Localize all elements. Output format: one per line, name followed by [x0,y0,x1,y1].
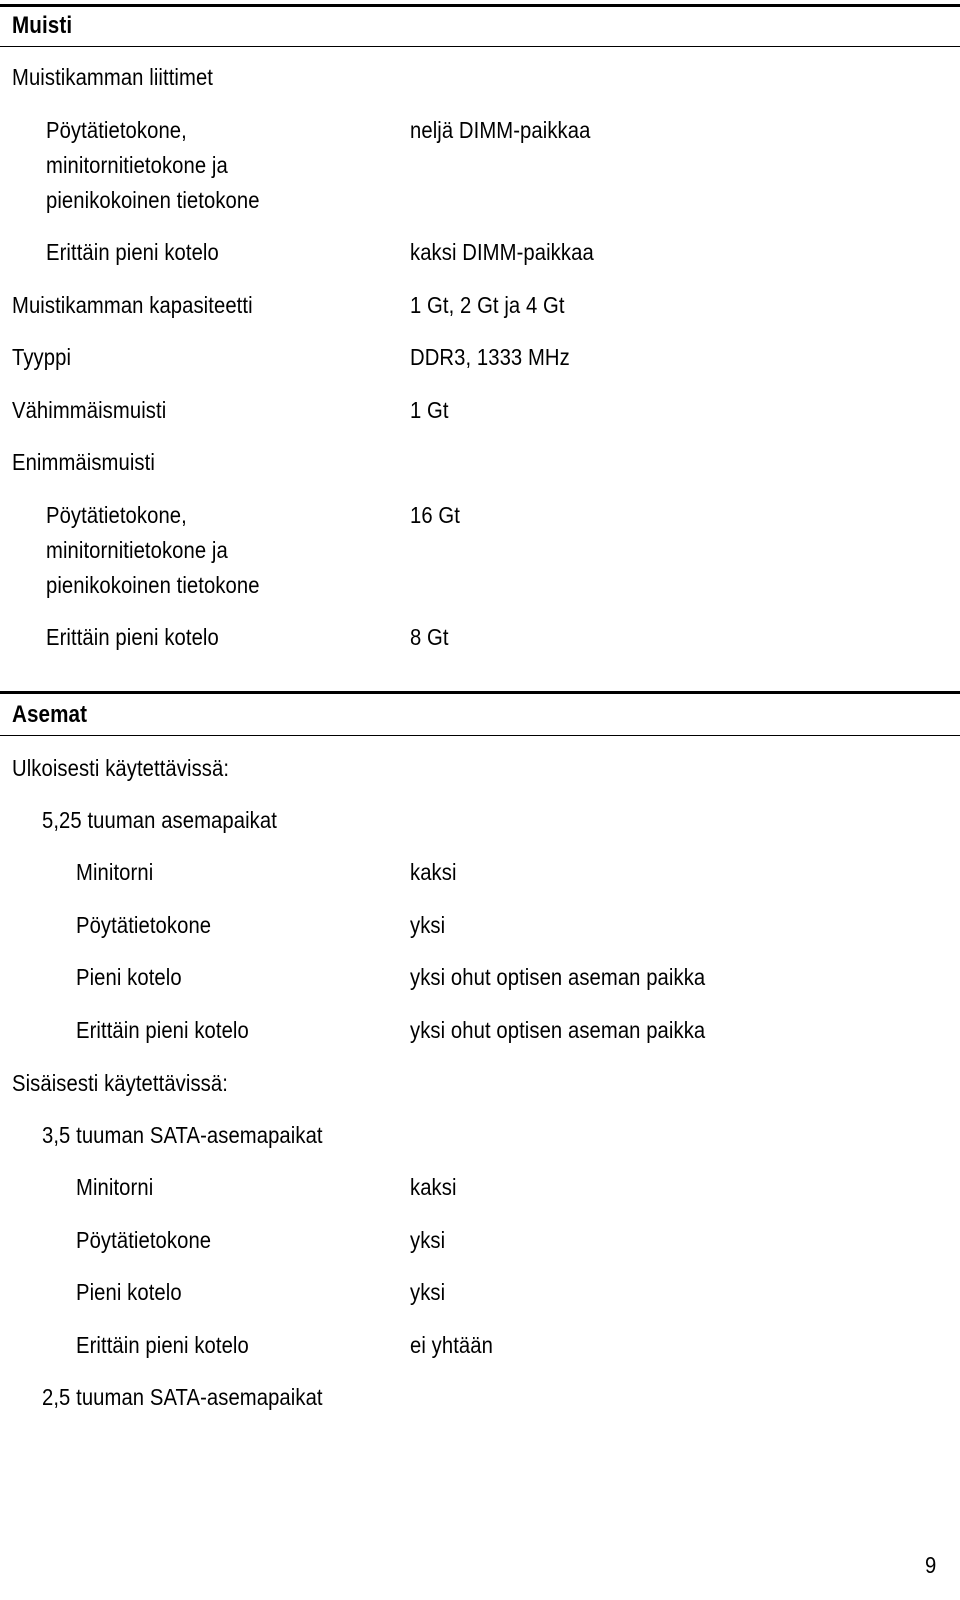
bay525-row-value: yksi ohut optisen aseman paikka [410,964,706,990]
drives-bay35-label: 3,5 tuuman SATA-asemapaikat [42,1122,323,1148]
page-number: 9 [925,1552,937,1578]
bay35-row-label: Pieni kotelo [76,1279,182,1305]
drives-heading: Asemat [12,701,88,728]
memory-max-label: Enimmäismuisti [12,449,155,475]
bay525-row-label: Pöytätietokone [76,912,212,938]
drives-external-label: Ulkoisesti käytettävissä: [12,755,230,781]
memory-max-desktop-line2: minitornitietokone ja [46,537,228,563]
bay525-row-value: kaksi [410,859,457,885]
memory-slots-desktop-line1: Pöytätietokone, [46,117,187,143]
drives-bay525-label: 5,25 tuuman asemapaikat [42,807,277,833]
bay525-row-label: Pieni kotelo [76,964,182,990]
drives-heading-underline [0,735,960,736]
memory-capacity-label: Muistikamman kapasiteetti [12,292,253,318]
bay525-row-label: Minitorni [76,859,154,885]
memory-slots-desktop-line3: pienikokoinen tietokone [46,187,260,213]
drives-internal-label: Sisäisesti käytettävissä: [12,1070,228,1096]
bay525-row-value: yksi [410,912,446,938]
memory-max-desktop-value: 16 Gt [410,502,460,528]
bay525-row-label: Erittäin pieni kotelo [76,1017,249,1043]
memory-max-desktop-line1: Pöytätietokone, [46,502,187,528]
drives-bay25-label: 2,5 tuuman SATA-asemapaikat [42,1384,323,1410]
bay35-row-value: yksi [410,1227,446,1253]
memory-min-value: 1 Gt [410,397,449,423]
memory-min-label: Vähimmäismuisti [12,397,167,423]
bay35-row-value: ei yhtään [410,1332,493,1358]
memory-type-value: DDR3, 1333 MHz [410,344,570,370]
memory-slots-usff-value: kaksi DIMM-paikkaa [410,239,594,265]
memory-max-usff-value: 8 Gt [410,624,449,650]
memory-max-usff-label: Erittäin pieni kotelo [46,624,219,650]
bay35-row-label: Erittäin pieni kotelo [76,1332,249,1358]
section-top-rule [0,4,960,7]
bay35-row-label: Minitorni [76,1174,154,1200]
memory-slots-desktop-value: neljä DIMM-paikkaa [410,117,591,143]
memory-slots-label: Muistikamman liittimet [12,64,213,90]
memory-max-desktop-line3: pienikokoinen tietokone [46,572,260,598]
bay35-row-label: Pöytätietokone [76,1227,212,1253]
drives-top-rule [0,691,960,694]
memory-slots-desktop-line2: minitornitietokone ja [46,152,228,178]
bay35-row-value: yksi [410,1279,446,1305]
bay35-row-value: kaksi [410,1174,457,1200]
memory-slots-usff-label: Erittäin pieni kotelo [46,239,219,265]
memory-type-label: Tyyppi [12,344,72,370]
bay525-row-value: yksi ohut optisen aseman paikka [410,1017,706,1043]
memory-heading: Muisti [12,12,73,39]
memory-capacity-value: 1 Gt, 2 Gt ja 4 Gt [410,292,565,318]
memory-heading-underline [0,46,960,47]
